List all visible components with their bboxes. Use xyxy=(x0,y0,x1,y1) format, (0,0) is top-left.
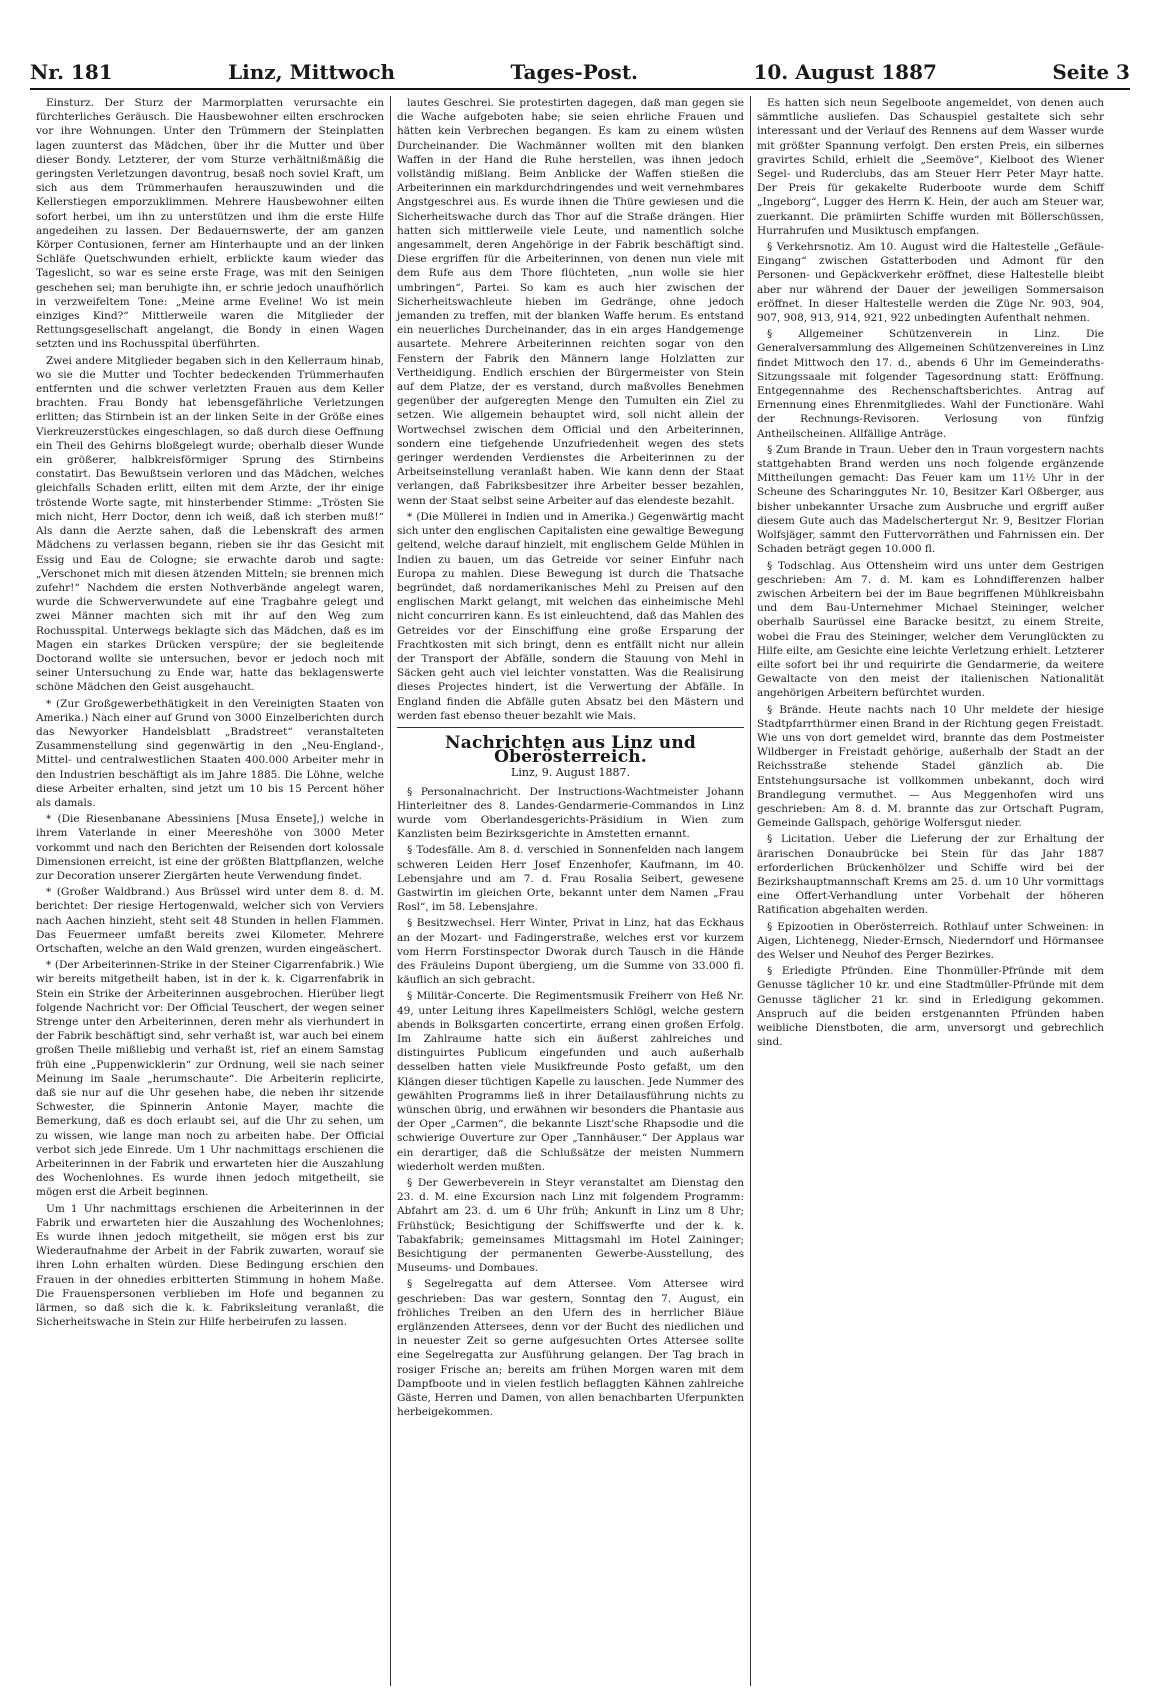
section-divider xyxy=(397,727,744,728)
article-paragraph: § Verkehrsnotiz. Am 10. August wird die Haltestelle „Gefäule-Eingang“ zwischen Gstatterboden und Admont für den Personen- und Gepäckverkehr eröffnet, diese Haltestelle bleibt aber nur während der Dauer der jeweiligen Sommersaison eröffnet. In dieser Haltestelle werden die Züge Nr. 903, 904, 907, 908, 913, 914, 921, 922 unbedingten Aufenthalt nehmen. xyxy=(757,241,1104,325)
article-paragraph: § Todschlag. Aus Ottensheim wird uns unter dem Gestrigen geschrieben: Am 7. d. M. kam es Lohndifferenzen halber zwischen Arbeitern bei der im Baue begriffenen Mühlkreisbahn und dem Bau-Unternehmer Michael Steininger, welcher oberhalb Saurüssel eine Baracke besitzt, zu einem Streite, wobei die Frau des Steininger, welcher dem Verunglückten zu Hilfe eilte, am Gesichte eine leichte Verletzung erhielt. Letzterer eilte sofort bei ihr und requirirte die Gendarmerie, da weitere Gewaltacte von den meist der italienischen Nationalität angehörigen Arbeitern befürchtet wurden. xyxy=(757,559,1104,700)
column-1 xyxy=(30,96,390,1686)
article-paragraph: Zwei andere Mitglieder begaben sich in den Kellerraum hinab, wo sie die Mutter und Tochter bedeckenden Trümmerhaufen entfernten und die schwer verletzten Frauen aus dem Keller brachten. Frau Bondy hat lebensgefährliche Verletzungen erlitten; das Stirnbein ist an der linken Seite in der Größe eines Vierkreuzerstückes eingeschlagen, so daß durch diese Oeffnung ein Theil des Gehirns bloßgelegt wurde; oberhalb dieser Wunde ein größerer, halbkreisförmiger Sprung des Stirnbeins constatirt. Das Bewußtsein verloren und das Mädchen, welches gleichfalls Schaden erlitt, eilten mit dem Arzte, der ihr einige tröstende Worte sagte, mit hinsterbender Stimme: „Trösten Sie mich nicht, Herr Doctor, denn ich weiß, daß ich sterben muß!“ Als dann die Aerzte sahen, daß die Lebenskraft des armen Mädchens zu verlassen begann, rieben sie ihr das Gesicht mit Essig und Eau de Cologne; sie erwachte darob und sagte: „Verschonet mich mit diesen ätzenden Mitteln; sie brennen mich zufehr!“ Nachdem die ersten Nothverbände angelegt waren, wurde die Schwerverwundete auf eine Tragbahre gelegt und zwei Männer machten sich mit ihr auf den Weg zum Rochusspital. Unterwegs beklagte sich das Mädchen, daß es im Magen ein starkes Drücken verspüre; der sie begleitende Doctorand wollte sie untersuchen, bevor er jedoch noch mit seiner Untersuchung zu Ende war, hatte das beklagenswerte schöne Mädchen den Geist ausgehaucht. xyxy=(36,354,384,694)
article-paragraph: § Zum Brande in Traun. Ueber den in Traun vorgestern nachts stattgehabten Brand werden uns noch folgende ergänzende Mittheilungen gemacht: Das Feuer kam um 11½ Uhr in der Scheune des Scharinggutes Nr. 10, Besitzer Karl Oßberger, aus bisher unbekannter Ursache zum Ausbruche und ergriff außer diesem Gute auch das Madelschertergut Nr. 9, Besitzer Florian Wolfsjäger, sammt den Futtervorräthen und Fahrnissen ein. Der Schaden beträgt gegen 10.000 fl. xyxy=(757,443,1104,556)
article-paragraph: lautes Geschrei. Sie protestirten dagegen, daß man gegen sie die Wache aufgeboten habe; sie seien ehrliche Frauen und hätten kein Verbrechen begangen. Es kam zu einem wüsten Durcheinander. Die Wachmänner wollten mit den blanken Waffen in der Hand die Ruhe herstellen, was ihnen jedoch vollständig mißlang. Beim Anblicke der Waffen stießen die Arbeiterinnen ein markdurchdringendes und weit vernehmbares Angstgeschrei aus. Es wurde ihnen die Thüre gewiesen und die Sicherheitswache durch das Thor auf die Straße drängen. Hier hatten sich mittlerweile viele Leute, und namentlich solche angesammelt, deren Angehörige in der Fabrik beschäftigt sind. Diese ergriffen für die Arbeiterinnen, von denen nun viele mit dem Rufe aus dem Thore flüchteten, „nun wolle sie hier umbringen“, Partei. So kam es auch hier zwischen der Sicherheitswachleute hieben im Gedränge, ohne jedoch jemanden zu treffen, mit der blanken Waffe herum. Es entstand ein neuerliches Durcheinander, das in ein arges Handgemenge ausartete. Mehrere Arbeiterinnen reichten sogar von den Fenstern der Fabrik den Männern lange Holzlatten zur Vertheidigung. Endlich erschien der Bürgermeister von Stein auf dem Platze, der es verstand, durch maßvolles Benehmen gegenüber der aufgeregten Menge den Tumulten ein Ziel zu setzen. Wie allgemein behauptet wird, soll nicht allein der Wortwechsel zwischen dem Official und den Arbeiterinnen, sondern eine tiefgehende Unzufriedenheit wegen des stets geringer werdenden Verdienstes die Arbeiterinnen zu der Arbeitseinstellung veranlaßt haben. Wie kann denn der Staat verlangen, daß Fabriksbesitzer ihre Arbeiter besser bezahlen, wenn der Staat selbst seine Arbeiter auf das elendeste bezahlt. xyxy=(397,97,744,507)
article-paragraph: * (Die Riesenbanane Abessiniens [Musa Ensete],) welche in ihrem Vaterlande in einer Meereshöhe von 3000 Meter vorkommt und nach den Berichten der Reisenden dort kolossale Dimensionen erreicht, ist eine der größten Blattpflanzen, welche zur Decoration unserer Ziergärten heute Verwendung findet. xyxy=(36,813,384,882)
masthead xyxy=(30,56,1130,90)
article-paragraph: § Epizootien in Oberösterreich. Rothlauf unter Schweinen: in Aigen, Lichtenegg, Nieder-Ernsch, Niederndorf und Hörmansee des Welser und Neuhof des Perger Bezirkes. xyxy=(757,920,1104,961)
newspaper-page xyxy=(30,46,1130,1686)
issue-number: Nr. 181 xyxy=(30,60,113,84)
issue-date: 10. August 1887 xyxy=(753,60,937,84)
article-paragraph: § Segelregatta auf dem Attersee. Vom Attersee wird geschrieben: Das war gestern, Sonntag den 7. August, ein fröhliches Treiben an den Ufern des in herrlicher Bläue erglänzenden Attersees, denn vor der Bucht des niedlichen und in neuester Zeit so gerne aufgesuchten Ortes Attersee sollte eine Segelregatta zur Ausführung gelangen. Der Tag brach in rosiger Frische an; bereits am frühen Morgen waren mit dem Dampfboote und in vielen festlich beflaggten Kähnen zahlreiche Gäste, Herren und Damen, von allen benachbarten Uferpunkten herbeigekommen. xyxy=(397,1278,744,1419)
article-paragraph: Um 1 Uhr nachmittags erschienen die Arbeiterinnen in der Fabrik und erwarteten hier die Auszahlung des Wochenlohnes; Es wurde ihnen jedoch mitgetheilt, sie mögen erst bis zur Wiederaufnahme der Arbeit in der Fabrik zuwarten, worauf sie ihren Lohn erhalten würden. Diese Bedingung erschien den Frauen in der ohnedies erbitterten Stimmung in hohem Maße. Die Frauenspersonen verblieben im Hofe und begannen zu lärmen, so daß sich die k. k. Fabriksleitung veranlaßt, die Sicherheitswache in Stein zur Hilfe herbeirufen zu lassen. xyxy=(36,1202,384,1329)
article-paragraph: * (Großer Waldbrand.) Aus Brüssel wird unter dem 8. d. M. berichtet: Der riesige Hertogenwald, welcher sich von Verviers nach Aachen hinzieht, steht seit 48 Stunden in hellen Flammen. Das Feuermeer umfaßt bereits zwei Kilometer. Mehrere Ortschaften, welche an den Wald grenzen, wurden eingeäschert. xyxy=(36,886,384,955)
article-paragraph: * (Die Müllerei in Indien und in Amerika.) Gegenwärtig macht sich unter den englischen Capitalisten eine gewaltige Bewegung geltend, welche darauf hinzielt, mit englischem Gelde Mühlen in Indien zu bauen, um das Getreide vor seiner Einfuhr nach Europa zu mahlen. Diese Bewegung ist durch die Thatsache begründet, daß nordamerikanisches Mehl zu Preisen auf den englischen Markt gelangt, mit welchen das einheimische Mehl nicht concurriren kann. Es ist einleuchtend, daß das Mahlen des Getreides vor der Einschiffung eine große Ersparung der Frachtkosten mit sich bringt, denn es entfällt nicht nur allein der Transport der Abfälle, sondern die Stauung von Mehl in Säcken geht auch viel leichter vonstatten. Was die Realisirung dieses Projectes hindert, ist die Verwertung der Abfälle. In England finden die Abfälle guten Absatz bei den Mästern und werden fast ebenso theuer bezahlt wie Mais. xyxy=(397,510,744,722)
article-paragraph: Es hatten sich neun Segelboote angemeldet, von denen auch sämmtliche ausliefen. Das Schauspiel gestaltete sich sehr interessant und der Verlauf des Rennens auf dem Wasser wurde mit größter Spannung verfolgt. Den ersten Preis, ein silbernes gravirtes Schild, erhielt die „Seemöve“, Kielboot des Wiener Segel- und Ruderclubs, das am Steuer Herr Peter Mayr hatte. Der Preis für gekakelte Ruderboote wurde dem Schiff „Ingeborg“, Lugger des Herrn K. Hein, der auch am Steuer war, zuerkannt. Die prämiirten Schiffe wurden mit Böllerschüssen, Hurrahrufen und Musiktusch empfangen. xyxy=(757,97,1104,237)
article-paragraph: § Allgemeiner Schützenverein in Linz. Die Generalversammlung des Allgemeinen Schützenvereines in Linz findet Mittwoch den 17. d., abends 6 Uhr im Gemeinderaths-Sitzungssaale mit folgender Tagesordnung statt: Eröffnung. Entgegennahme des Rechenschaftsberichtes. Antrag auf Ernennung eines Ehrenmitgliedes. Wahl der Functionäre. Wahl der Rechnungs-Revisoren. Verlosung von fünfzig Antheilscheinen. Allfällige Anträge. xyxy=(757,328,1104,440)
article-paragraph: Einsturz. Der Sturz der Marmorplatten verursachte ein fürchterliches Geräusch. Die Hausbewohner eilten erschrocken vor ihre Wohnungen. Unter den Trümmern der Steinplatten lagen zuunterst das Mädchen, über ihr die Mutter und über dieser Bondy. Letzterer, der vom Sturze verhältnißmäßig die geringsten Verletzungen davontrug, besaß noch soviel Kraft, um sich aus dem Trümmerhaufen herauszuwinden und die Kellerstiegen emporzuklimmen. Mehrere Hausbewohner eilten sofort herbei, um ihn zu unterstützen und ihm die erste Hilfe angedeihen zu lassen. Der Bedauernswerte, der am ganzen Körper Contusionen, ferner am Hinterhaupte und an der linken Schläfe Quetschwunden erhielt, erblickte kaum wieder das Tageslicht, so war es seine erste Frage, was mit den Seinigen geschehen sei; man beruhigte ihn, er schrie jedoch unaufhörlich in verzweifeltem Tone: „Meine arme Eveline! Wo ist mein einziges Kind?“ Mittlerweile waren die Mitglieder der Rettungsgesellschaft angelangt, die Bondy in einen Wagen setzten und ins Rochusspital überführten. xyxy=(36,97,384,351)
paper-title: Tages-Post. xyxy=(510,60,639,84)
article-paragraph: § Militär-Concerte. Die Regimentsmusik Freiherr von Heß Nr. 49, unter Leitung ihres Kapellmeisters Schlögl, welche gestern abends in Bolksgarten concertirte, errang einen großen Erfolg. Im Zahlraume hatte sich ein äußerst zahlreiches und distinguirtes Publicum eingefunden und auch außerhalb desselben hatten viele Musikfreunde Posto gefaßt, um den Klängen dieser tüchtigen Kapelle zu lauschen. Jede Nummer des gewählten Programms ließ in ihrer Detailausführung nichts zu wünschen übrig, und erwähnen wir besonders die Phantasie aus der Oper „Carmen“, die bekannte Liszt'sche Rhapsodie und die schwierige Ouverture zur Oper „Tannhäuser.“ Der Applaus war ein derartiger, daß die Schlußsätze der meisten Nummern wiederholt werden mußten. xyxy=(397,990,744,1173)
section-title: Nachrichten aus Linz und Oberösterreich. xyxy=(445,732,696,768)
article-paragraph: § Erledigte Pfründen. Eine Thonmüller-Pfründe mit dem Genusse täglicher 10 kr. und eine Stadtmüller-Pfründe mit dem Genusse täglicher 21 kr. sind in Erledigung gekommen. Anspruch auf die beiden erstgenannten Pfründen haben weibliche Dienstboten, die arm, unversorgt und gebrechlich sind. xyxy=(757,965,1104,1049)
article-paragraph: § Personalnachricht. Der Instructions-Wachtmeister Johann Hinterleitner des 8. Landes-Gendarmerie-Commandos in Linz wurde vom Oberlandesgerichts-Präsidium in Wien zum Kanzlisten beim Bezirksgerichte in Amstetten ernannt. xyxy=(397,785,744,841)
article-paragraph: * (Der Arbeiterinnen-Strike in der Steiner Cigarrenfabrik.) Wie wir bereits mitgetheilt haben, ist in der k. k. Cigarrenfabrik in Stein ein Strike der Arbeiterinnen ausgebrochen. Hierüber liegt folgende Nachricht vor: Der Official Teuschert, der wegen seiner Strenge unter den Arbeiterinnen, deren mehr als vierhundert in der Fabrik beschäftigt sind, sehr verhaßt ist, war auch bei einem großen Theile mißliebig und verhaßt ist, rief an einem Samstag früh eine „Puppenwicklerin“ zur Ordnung, weil sie nach seiner Meinung im Saale „herumschaute“. Die Arbeiterin replicirte, daß sie nur auf die Uhr gesehen habe, die neben ihr sitzende Schwester, die Spinnerin Antonie Mayer, machte die Bemerkung, daß es doch erlaubt sei, auf die Uhr zu sehen, um zu wissen, wie lange man noch zu arbeiten habe. Der Official verbot sich jede Einrede. Um 1 Uhr nachmittags erschienen die Arbeiterinnen in der Fabrik und erwarteten hier die Auszahlung des Wochenlohnes. Es wurde ihnen jedoch mitgetheilt, sie mögen erst die Arbeit beginnen. xyxy=(36,959,384,1199)
article-paragraph: § Licitation. Ueber die Lieferung der zur Erhaltung der ärarischen Donaubrücke bei Stein für das Jahr 1887 erforderlichen Brückenhölzer und Schiffe wird bei der Bezirkshauptmannschaft Krems am 25. d. um 10 Uhr vormittags eine Offert-Verhandlung unter Vorbehalt der höheren Ratification abgehalten werden. xyxy=(757,833,1104,917)
place-day: Linz, Mittwoch xyxy=(228,60,396,84)
column-2 xyxy=(390,96,750,1686)
article-paragraph: § Besitzwechsel. Herr Winter, Privat in Linz, hat das Eckhaus an der Mozart- und Fadingerstraße, welches erst vor kurzem vom Herrn Forstinspector Dworak durch Tausch in die Hände des Fräuleins Dupont übergieng, um die Summe von 33.000 fl. käuflich an sich gebracht. xyxy=(397,917,744,987)
article-paragraph: § Todesfälle. Am 8. d. verschied in Sonnenfelden nach langem schweren Leiden Herr Josef Enzenhofer, Kaufmann, im 40. Lebensjahre und am 7. d. Frau Rosalia Seibert, gewesene Gastwirtin im gleichen Orte, bekannt unter dem Namen „Frau Rosl“, im 58. Lebensjahre. xyxy=(397,844,744,914)
article-paragraph: * (Zur Großgewerbethätigkeit in den Vereinigten Staaten von Amerika.) Nach einer auf Grund von 3000 Einzelberichten durch das Newyorker Handelsblatt „Bradstreet“ veranstalteten Zusammenstellung sind gegenwärtig in den „Neu-England-, Mittel- und centralwestlichen Staaten 400.000 Arbeiter mehr in den Industrien beschäftigt als im Jahre 1885. Die Löhne, welche diese Arbeiter erhalten, sind jetzt um 10 bis 15 Percent höher als damals. xyxy=(36,697,384,809)
page-number: Seite 3 xyxy=(1052,60,1130,84)
article-paragraph: § Brände. Heute nachts nach 10 Uhr meldete der hiesige Stadtpfarrthürmer einen Brand in der Richtung gegen Freistadt. Wie uns von dort gemeldet wird, brannte das dem Postmeister Wildberger in Freistadt gehörige, außerhalb der Stadt an der Reichsstraße stehende Stadel gänzlich ab. Die Entstehungsursache ist vollkommen unbekannt, doch wird Brandlegung vermuthet. — Aus Meggenhofen wird uns geschrieben: Am 8. d. M. brannte das zur Ortschaft Pugram, Gemeinde Gallspach, gehörige Wolfersgut nieder. xyxy=(757,703,1104,830)
column-3 xyxy=(750,96,1110,1686)
article-paragraph: § Der Gewerbeverein in Steyr veranstaltet am Dienstag den 23. d. M. eine Excursion nach Linz mit folgendem Programm: Abfahrt am 23. d. um 6 Uhr früh; Ankunft in Linz um 8 Uhr; Frühstück; Besichtigung der Schiffswerfte und der k. k. Tabakfabrik; gemeinsames Mittagsmahl im Hotel Zaininger; Besichtigung der permanenten Gewerbe-Ausstellung, des Museums- und Dombaues. xyxy=(397,1177,744,1275)
section-dateline: Linz, 9. August 1887. xyxy=(511,766,630,780)
